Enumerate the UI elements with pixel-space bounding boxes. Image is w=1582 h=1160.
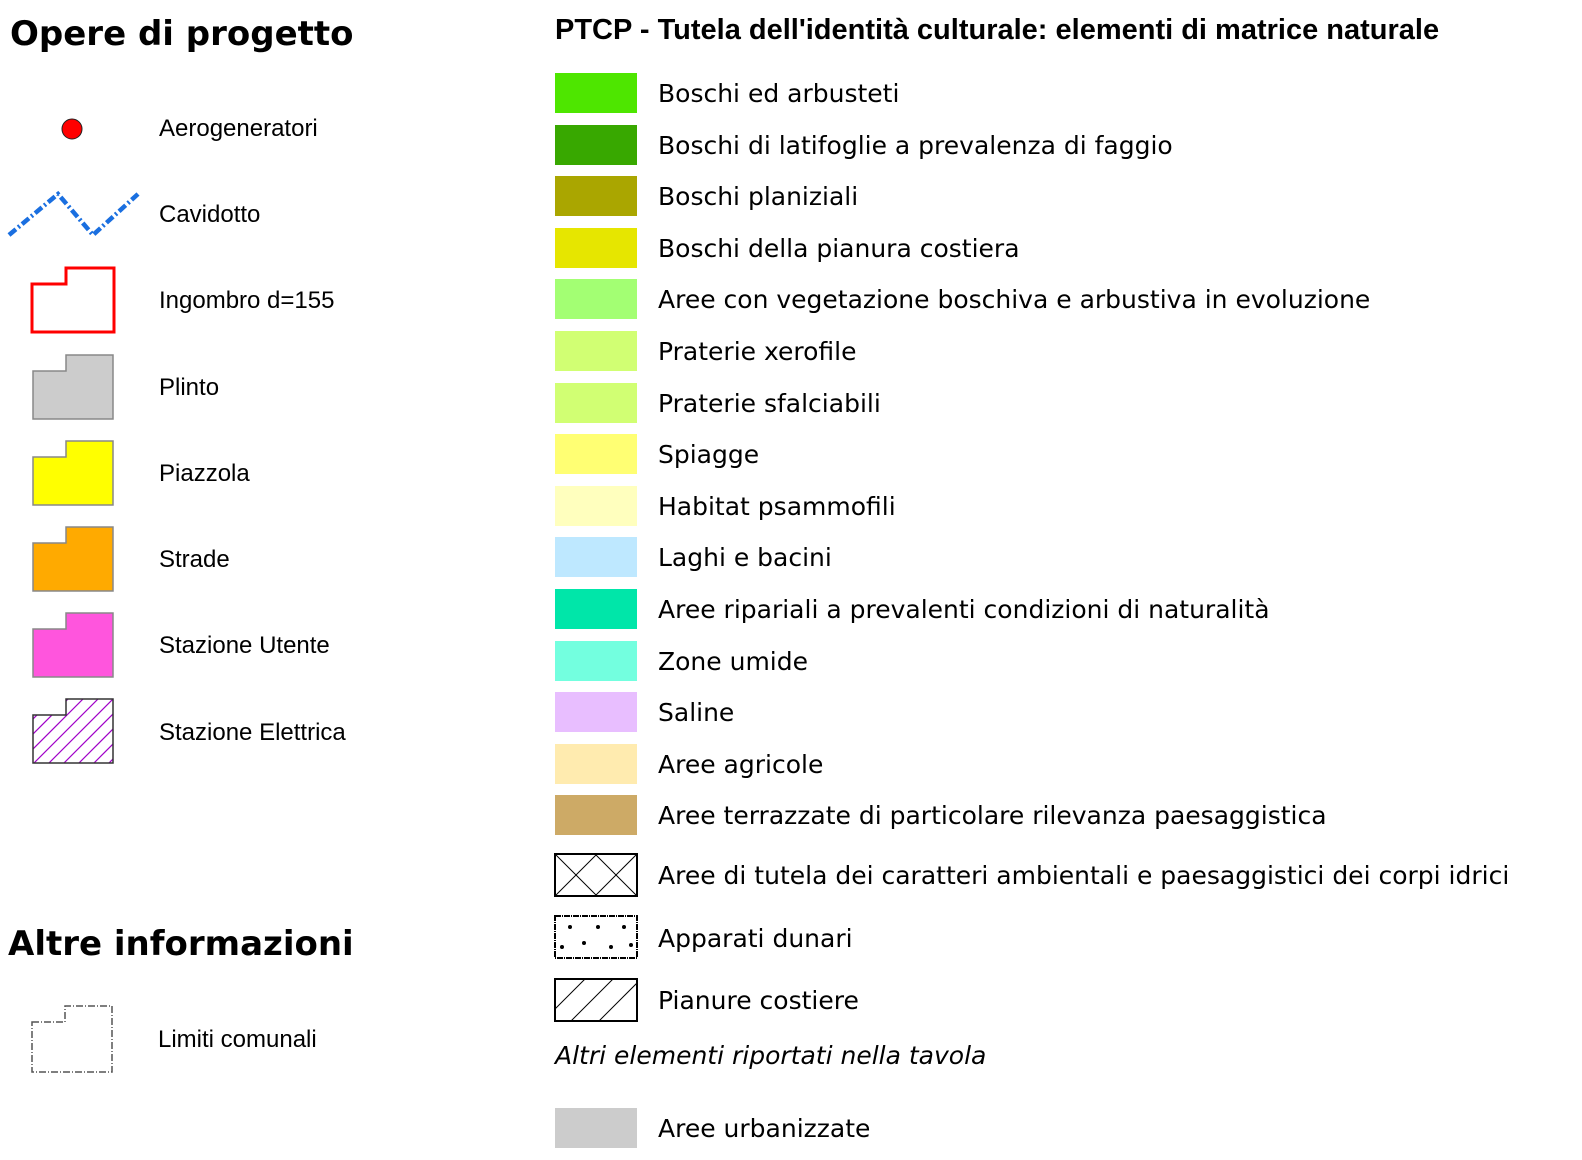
- aree-urbanizzate-swatch: [555, 1108, 637, 1148]
- legend-label: Aree ripariali a prevalenti condizioni di naturalità: [658, 595, 1270, 624]
- color-swatch: [555, 176, 637, 216]
- color-swatch: [555, 73, 637, 113]
- legend-label-aerogeneratori: Aerogeneratori: [159, 115, 318, 142]
- legend-label: Aree con vegetazione boschiva e arbustiva in evoluzione: [658, 285, 1371, 314]
- legend-label: Praterie sfalciabili: [658, 389, 881, 418]
- ingombro-icon: [30, 266, 118, 336]
- diagonal-hatch-swatch-icon: [554, 978, 638, 1022]
- stazione-elettrica-icon: [30, 697, 118, 767]
- legend-label: Zone umide: [658, 647, 808, 676]
- legend-label: Habitat psammofili: [658, 492, 896, 521]
- color-swatch: [555, 589, 637, 629]
- strade-icon: [30, 525, 118, 595]
- cross-hatch-swatch-icon: [554, 853, 638, 897]
- color-swatch: [555, 795, 637, 835]
- legend-label-apparati-dunari: Apparati dunari: [658, 924, 853, 953]
- color-swatch: [555, 537, 637, 577]
- color-swatch: [555, 641, 637, 681]
- legend-label: Boschi ed arbusteti: [658, 79, 900, 108]
- color-swatch: [555, 228, 637, 268]
- legend-label-strade: Strade: [159, 546, 230, 573]
- legend-label-stazione-utente: Stazione Utente: [159, 632, 330, 659]
- legend-label: Aree agricole: [658, 750, 824, 779]
- legend-label-pianure-costiere: Pianure costiere: [658, 986, 859, 1015]
- section-title-altre-informazioni: Altre informazioni: [8, 924, 354, 964]
- legend-label: Spiagge: [658, 440, 760, 469]
- legend-label: Boschi della pianura costiera: [658, 234, 1020, 263]
- limiti-comunali-icon: [29, 1004, 117, 1076]
- dots-swatch-icon: [554, 915, 638, 959]
- legend-label-ingombro: Ingombro d=155: [159, 287, 335, 314]
- legend-label: Saline: [658, 698, 735, 727]
- cavidotto-icon: [6, 188, 142, 242]
- color-swatch: [555, 744, 637, 784]
- legend-label: Aree terrazzate di particolare rilevanza paesaggistica: [658, 801, 1327, 830]
- color-swatch: [555, 434, 637, 474]
- legend-label-cavidotto: Cavidotto: [159, 201, 261, 228]
- legend-label-plinto: Plinto: [159, 374, 220, 401]
- stazione-utente-icon: [30, 611, 118, 681]
- color-swatch: [555, 279, 637, 319]
- plinto-icon: [30, 353, 118, 423]
- aerogeneratori-icon: [58, 115, 86, 143]
- piazzola-icon: [30, 439, 118, 509]
- color-swatch: [555, 125, 637, 165]
- legend-label: Boschi di latifoglie a prevalenza di faggio: [658, 131, 1173, 160]
- legend-label-aree-urbanizzate: Aree urbanizzate: [658, 1114, 871, 1143]
- legend-label-piazzola: Piazzola: [159, 460, 250, 487]
- color-swatch: [555, 331, 637, 371]
- note-altri-elementi: Altri elementi riportati nella tavola: [555, 1041, 987, 1070]
- legend-label-corpi-idrici: Aree di tutela dei caratteri ambientali e paesaggistici dei corpi idrici: [658, 861, 1510, 890]
- color-swatch: [555, 383, 637, 423]
- color-swatch: [555, 486, 637, 526]
- legend-label-stazione-elettrica: Stazione Elettrica: [159, 719, 346, 746]
- legend-label: Laghi e bacini: [658, 543, 832, 572]
- section-title-ptcp: PTCP - Tutela dell'identità culturale: elementi di matrice naturale: [555, 14, 1440, 46]
- legend-label: Boschi planiziali: [658, 182, 859, 211]
- color-swatch: [555, 692, 637, 732]
- legend-label-limiti-comunali: Limiti comunali: [158, 1026, 317, 1053]
- legend-label: Praterie xerofile: [658, 337, 857, 366]
- section-title-opere: Opere di progetto: [10, 14, 354, 54]
